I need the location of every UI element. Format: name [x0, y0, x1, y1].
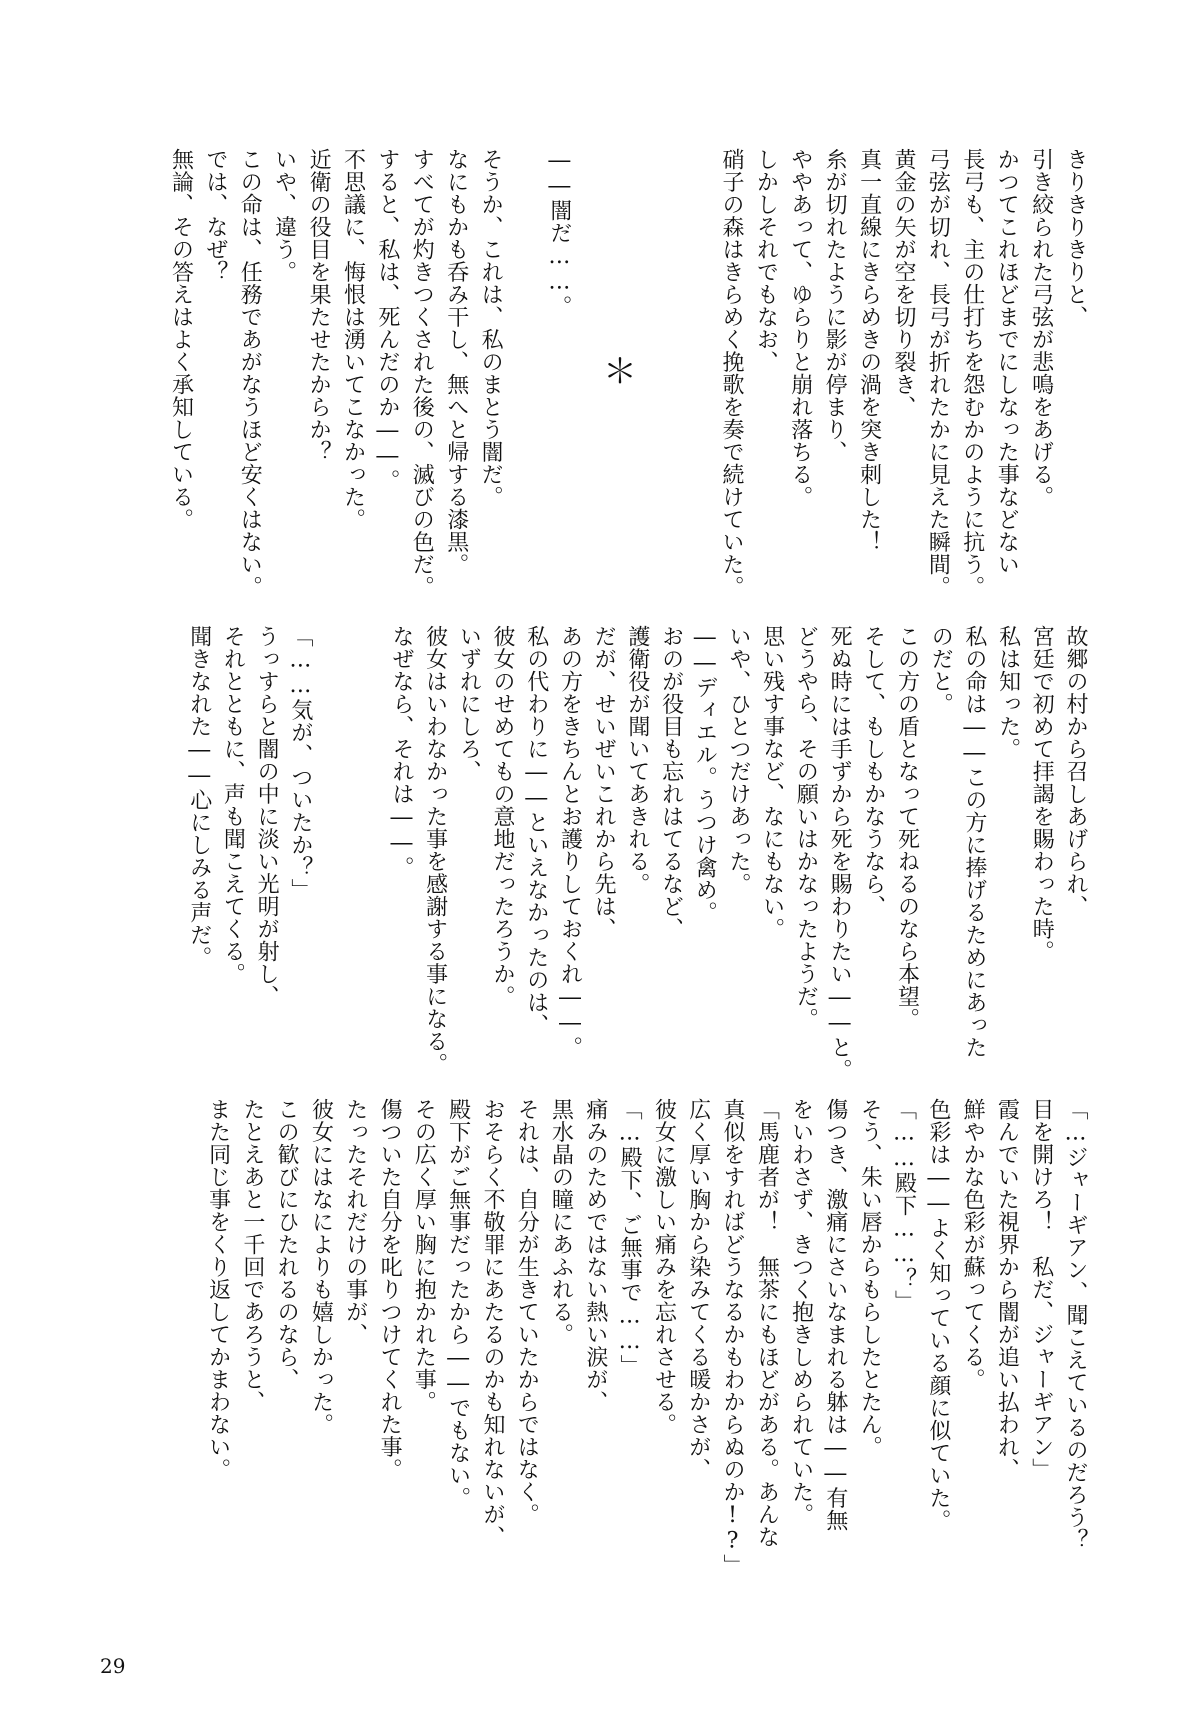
text-line: 弓弦が切れ、長弓が折れたかに見えた瞬間。: [925, 148, 951, 598]
text-line: 目を開けろ！ 私だ、ジャーギアン」: [1028, 1098, 1054, 1481]
text-line: そして、もしもかなうなら、: [860, 625, 886, 918]
text-line: では、なぜ？: [202, 148, 228, 283]
text-line: しかしそれでもなお、: [753, 148, 779, 373]
text-line: 広く厚い胸から染みてくる暖かさが、: [685, 1098, 711, 1481]
text-block-2: [62, 625, 1092, 1090]
text-line: この命は、任務であがなうほど安くはない。: [237, 148, 263, 598]
text-line: また同じ事をくり返してかまわない。: [205, 1098, 231, 1481]
text-line: おのが役目も忘れはてるなど、: [658, 625, 684, 940]
text-line: あの方をきちんとお護りしておくれ――。: [557, 625, 583, 1059]
text-line: 近衛の役目を果たせたからか？: [306, 148, 332, 463]
text-line: 殿下がご無事だったから――でもない。: [445, 1098, 471, 1509]
text-line: 黒水晶の瞳にあふれる。: [548, 1098, 574, 1346]
text-line: 長弓も、主の仕打ちを怨むかのように抗う。: [959, 148, 985, 598]
text-line: ――ディエル。うつけ禽め。: [692, 625, 718, 924]
text-line: すべてが灼きつくされた後の、滅びの色だ。: [409, 148, 435, 598]
text-line: 「……気が、ついたか？」: [287, 625, 313, 901]
text-line: 鮮やかな色彩が蘇ってくる。: [960, 1098, 986, 1391]
section-break-mark: ＊: [603, 352, 637, 392]
text-line: [166, 1098, 200, 1618]
text-line: だが、せいぜいこれから先は、: [591, 625, 617, 940]
text-line: 護衛役が聞いてあきれる。: [624, 625, 650, 895]
text-line: 糸が切れたように影が停まり、: [822, 148, 848, 463]
text-line: 色彩は――よく知っている顔に似ていた。: [925, 1098, 951, 1532]
text-line: 彼女のせめてもの意地だったろうか。: [490, 625, 516, 1008]
text-line: 聞きなれた――心にしみる声だ。: [186, 625, 212, 969]
text-line: 死ぬ時には手ずから死を賜わりたい――と。: [827, 625, 853, 1081]
text-line: 真似をすればどうなるかもわからぬのか!?」: [720, 1098, 746, 1577]
text-line: その広く厚い胸に抱かれた事。: [411, 1098, 437, 1413]
text-line: この方の盾となって死ねるのなら本望。: [894, 625, 920, 1030]
text-line: かつてこれほどまでにしなった事などない: [994, 148, 1020, 576]
text-line: きりきりきりと、: [1063, 148, 1088, 328]
text-line: 彼女に激しい痛みを忘れさせる。: [651, 1098, 677, 1436]
text-line: そうか、これは、私のまとう闇だ。: [478, 148, 504, 508]
text-line: 硝子の森はきらめく挽歌を奏で続けていた。: [718, 148, 744, 598]
text-line: 私の代わりに――といえなかったのは、: [523, 625, 549, 1036]
text-line: それは、自分が生きていたからではなく。: [514, 1098, 540, 1526]
text-line: 「馬鹿者が！ 無茶にもほどがある。あんな: [754, 1098, 780, 1548]
text-line: 痛みのためではない熱い涙が、: [582, 1098, 608, 1413]
text-line: 真一直線にきらめきの渦を突き刺した！: [856, 148, 882, 553]
text-line: [132, 1098, 166, 1618]
text-line: いずれにしろ、: [456, 625, 482, 783]
text-block-3: [62, 1098, 1092, 1618]
text-line: をいわさず、きつく抱きしめられていた。: [788, 1098, 814, 1526]
text-line: 無論、その答えはよく承知している。: [168, 148, 194, 531]
text-line: ――闇だ……。: [546, 148, 572, 318]
text-line: 思い残す事など、なにもない。: [759, 625, 785, 940]
text-line: どうやら、その願いはかなったようだ。: [793, 625, 819, 1030]
text-line: [97, 1098, 131, 1618]
text-line: [507, 148, 541, 603]
text-line: 不思議に、悔恨は湧いてこなかった。: [340, 148, 366, 531]
text-line: 宮廷で初めて拝謁を賜わった時。: [1029, 625, 1055, 963]
text-line: 引き絞られた弓弦が悲鳴をあげる。: [1028, 148, 1054, 508]
text-line: [81, 625, 115, 1090]
text-line: なぜなら、それは――。: [388, 625, 414, 879]
text-line: のだと。: [928, 625, 954, 715]
text-line: すると、私は、死んだのか――。: [374, 148, 400, 492]
text-line: [115, 625, 149, 1090]
text-line: 霞んでいた視界から闇が追い払われ、: [994, 1098, 1020, 1481]
text-line: [148, 625, 182, 1090]
text-line: [63, 1098, 97, 1618]
text-line: 故郷の村から召しあげられ、: [1063, 625, 1088, 918]
text-line: 「…殿下、ご無事で……」: [617, 1098, 643, 1377]
text-line: この歓びにひたれるのなら、: [274, 1098, 300, 1391]
text-line: 「…ジャーギアン、聞こえているのだろう？: [1063, 1098, 1088, 1551]
text-line: [645, 148, 679, 603]
text-line: たったそれだけの事が、: [342, 1098, 368, 1346]
text-line: [317, 625, 351, 1090]
text-line: いや、違う。: [271, 148, 297, 283]
text-line: それとともに、声も聞こえてくる。: [220, 625, 246, 985]
text-line: 「……殿下……？」: [891, 1098, 917, 1313]
text-line: 彼女にはなによりも嬉しかった。: [308, 1098, 334, 1436]
text-line: 黄金の矢が空を切り裂き、: [890, 148, 916, 418]
text-line: 私の命は――この方に捧げるためにあった: [961, 625, 987, 1059]
page-number: 29: [100, 1654, 126, 1678]
text-line: なにもかも呑み干し、無へと帰する漆黒。: [443, 148, 469, 576]
text-line: [351, 625, 385, 1090]
text-line: そう、朱い唇からもらしたとたん。: [857, 1098, 883, 1458]
text-line: 傷ついた自分を叱りつけてくれた事。: [377, 1098, 403, 1481]
text-line: おそらく不敬罪にあたるのかも知れないが、: [479, 1098, 505, 1548]
text-line: うっすらと闇の中に淡い光明が射し、: [254, 625, 280, 1008]
text-line: ややあって、ゆらりと崩れ落ちる。: [787, 148, 813, 508]
text-line: いや、ひとつだけあった。: [725, 625, 751, 895]
text-line: 傷つき、激痛にさいなまれる躰は――有無: [822, 1098, 848, 1532]
text-line: [679, 148, 713, 603]
text-line: たとえあと一千回であろうと、: [239, 1098, 265, 1413]
text-line: 私は知った。: [995, 625, 1021, 760]
text-line: 彼女はいわなかった事を感謝する事になる。: [422, 625, 448, 1075]
